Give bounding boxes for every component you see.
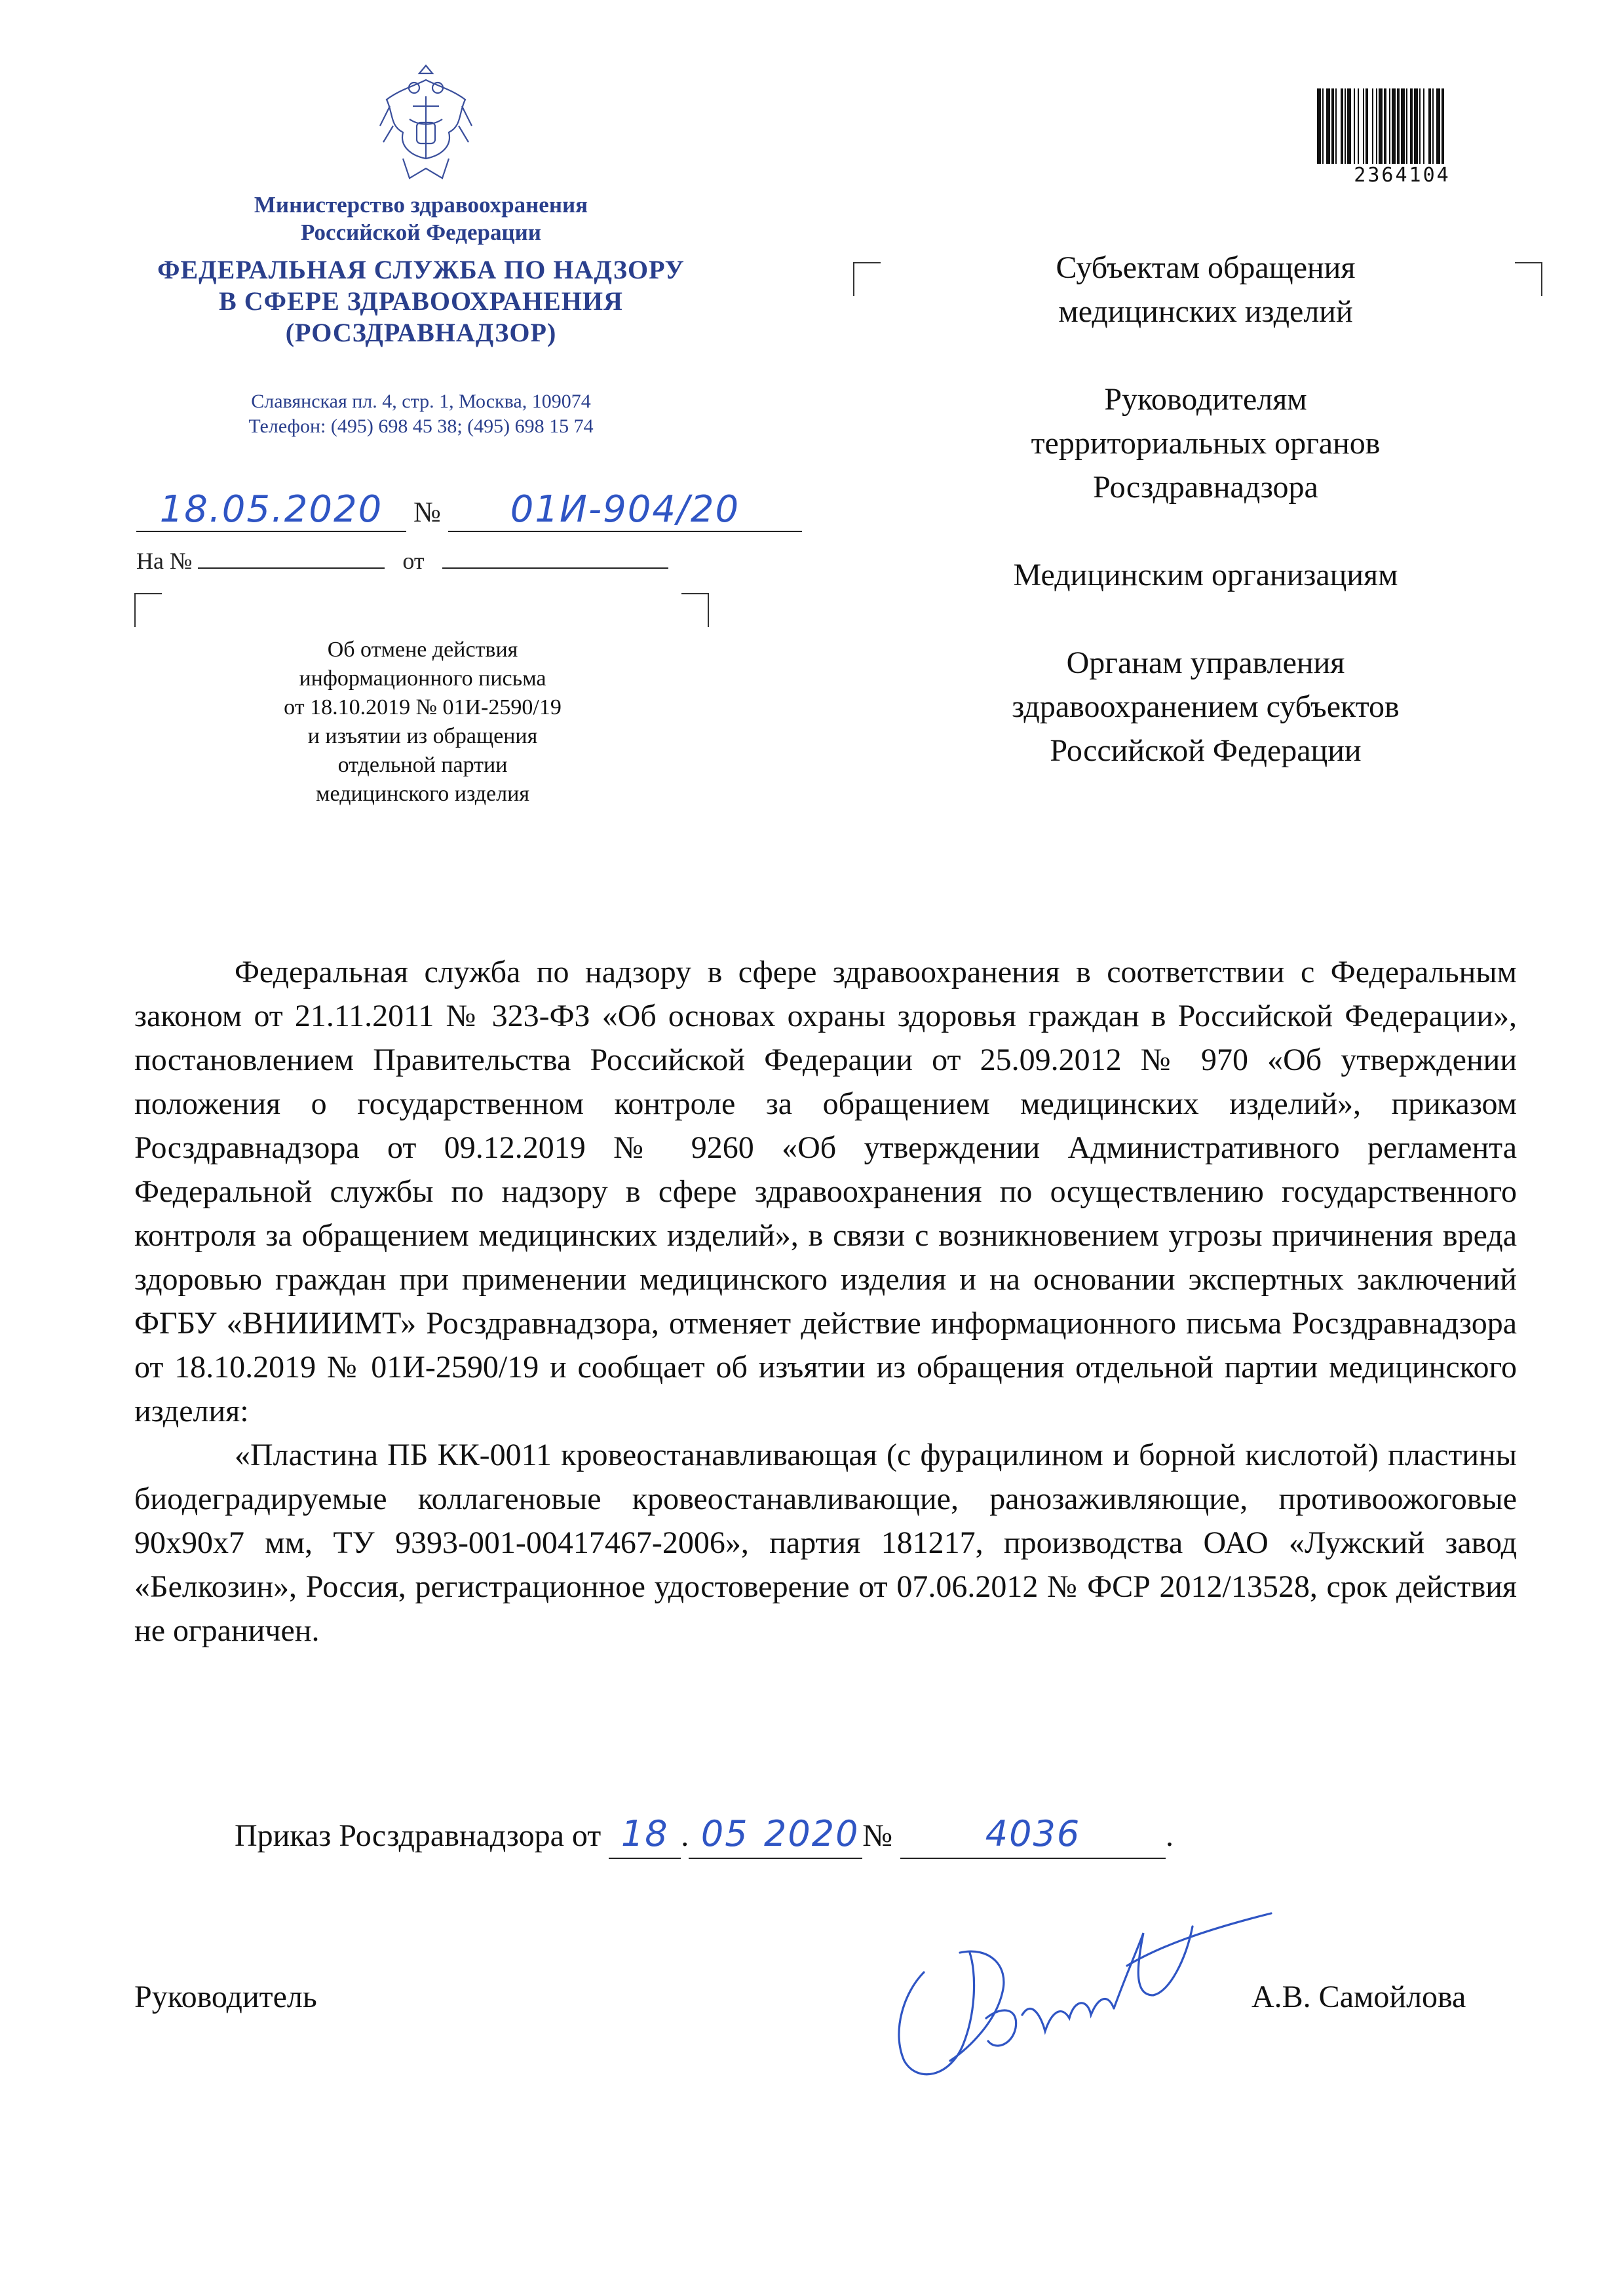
barcode-bar: [1442, 88, 1444, 164]
body-paragraph: Федеральная служба по надзору в сфере здравоохранения в соответствии с Федеральным законом от 21.11.2011 № 323-ФЗ «Об основах охраны здоровья граждан в Российской Федерации», постановлением Правительства Российской Федерации от 25.09.2012 № 970 «Об утверждении положения о государственном контроле за обращением медицинских изделий», приказом Росздравнадзора от 09.12.2019 № 9260 «Об утверждении Административного регламента Федеральной службы по надзору в сфере здравоохранения по осуществлению государственного контроля за обращением медицинских изделий», в связи с возникновением угрозы причинения вреда здоровью граждан при применении медицинского изделия и на основании экспертных заключений ФГБУ «ВНИИИМТ» Росздравнадзора, отменяет действие информационного письма Росздравнадзора от 18.10.2019 № 01И-2590/19 и сообщает об изъятии из обращения отдельной партии медицинского изделия:: [134, 955, 1517, 1428]
addressees-block: [891, 246, 1520, 816]
order-end: .: [1166, 1818, 1174, 1853]
address-block: [98, 389, 744, 439]
order-month: 05: [700, 1813, 749, 1854]
barcode-bar: [1322, 88, 1324, 164]
barcode-bar: [1436, 88, 1440, 164]
barcode-bar: [1432, 88, 1434, 164]
barcode-bar: [1335, 88, 1337, 164]
barcode-bar: [1410, 88, 1413, 164]
body-paragraph: «Пластина ПБ КК-0011 кровеостанавливающая (с фурацилином и борной кислотой) пластины биодеградируемые коллагеновые кровеостанавливающие, ранозаживляющие, противоожоговые 90х90х7 мм, ТУ 9393-001-00417467-2006», партия 181217, производства ОАО «Лужский завод «Белкозин», Россия, регистрационное удостоверение от 07.06.2012 № ФСР 2012/13528, срок действия не ограничен.: [134, 1438, 1517, 1648]
order-day: 18: [621, 1813, 669, 1854]
barcode-bar: [1397, 88, 1400, 164]
service-line-1: ФЕДЕРАЛЬНАЯ СЛУЖБА ПО НАДЗОРУ: [157, 255, 685, 284]
order-line: [235, 1812, 1174, 1859]
order-number: 4036: [985, 1813, 1081, 1854]
addressee-line: Органам управления: [1066, 645, 1345, 680]
addressee-line: Медицинским организациям: [1013, 558, 1398, 592]
subject-line: от 18.10.2019 № 01И-2590/19: [284, 695, 562, 719]
subject-line: информационного письма: [299, 666, 546, 691]
registration-date: 18.05.2020: [159, 488, 383, 531]
barcode-number: 2364104: [1354, 164, 1451, 187]
barcode-bar: [1347, 88, 1351, 164]
addressee-line: Руководителям: [1104, 382, 1307, 417]
barcode-bar: [1358, 88, 1359, 164]
barcode: [1317, 88, 1487, 164]
barcode-bar: [1419, 88, 1421, 164]
barcode-bar: [1317, 88, 1321, 164]
addressee-group: [891, 246, 1520, 334]
ref-label: На №: [136, 548, 193, 574]
barcode-bar: [1406, 88, 1407, 164]
service-line-2: В СФЕРЕ ЗДРАВООХРАНЕНИЯ: [219, 286, 623, 316]
corner-mark: [853, 262, 881, 296]
addressee-line: медицинских изделий: [1058, 294, 1353, 329]
order-number-sign: №: [862, 1818, 893, 1853]
signer-position: Руководитель: [134, 1980, 317, 2014]
barcode-bar: [1345, 88, 1346, 164]
ministry-name: [98, 191, 744, 246]
subject-block: [190, 636, 655, 809]
from-label: от: [402, 548, 425, 574]
ministry-line-1: Министерство здравоохранения: [254, 192, 588, 218]
subject-line: Об отмене действия: [327, 638, 518, 662]
address: Славянская пл. 4, стр. 1, Москва, 109074: [251, 391, 591, 412]
order-prefix: Приказ Росздравнадзора от: [235, 1818, 602, 1853]
reference-row: [136, 547, 668, 575]
phone: Телефон: (495) 698 45 38; (495) 698 15 74: [248, 415, 594, 437]
registration-number: 01И-904/20: [510, 488, 740, 531]
number-sign: №: [413, 496, 441, 528]
barcode-bar: [1414, 88, 1418, 164]
corner-mark: [681, 593, 709, 627]
barcode-bar: [1372, 88, 1373, 164]
barcode-bar: [1365, 88, 1368, 164]
barcode-bar: [1376, 88, 1377, 164]
barcode-bar: [1331, 88, 1334, 164]
signer-name: А.В. Самойлова: [1251, 1980, 1466, 2014]
order-dot: .: [681, 1818, 689, 1853]
order-year: 2020: [764, 1813, 860, 1854]
subject-line: отдельной партии: [337, 753, 508, 777]
addressee-line: Субъектам обращения: [1056, 250, 1356, 285]
subject-line: медицинского изделия: [316, 782, 529, 806]
addressee-line: здравоохранением субъектов: [1012, 689, 1400, 724]
addressee-line: территориальных органов: [1031, 426, 1381, 461]
barcode-bar: [1363, 88, 1364, 164]
barcode-bar: [1341, 88, 1343, 164]
barcode-bar: [1389, 88, 1390, 164]
barcode-bar: [1428, 88, 1431, 164]
coat-of-arms-emblem: [373, 60, 478, 191]
letter-body: [134, 950, 1517, 1653]
registration-line: [136, 488, 802, 532]
subject-line: и изъятии из обращения: [307, 724, 538, 748]
ministry-line-2: Российской Федерации: [301, 220, 541, 245]
barcode-bar: [1326, 88, 1330, 164]
addressee-group: [891, 377, 1520, 509]
service-name: [98, 254, 744, 349]
addressee-line: Российской Федерации: [1050, 733, 1362, 768]
barcode-bar: [1392, 88, 1396, 164]
addressee-group: [891, 553, 1520, 597]
barcode-bar: [1379, 88, 1383, 164]
barcode-bar: [1384, 88, 1386, 164]
corner-mark: [134, 593, 162, 627]
barcode-bar: [1401, 88, 1405, 164]
service-line-3: (РОСЗДРАВНАДЗОР): [285, 318, 557, 347]
barcode-bar: [1354, 88, 1355, 164]
addressee-group: [891, 641, 1520, 773]
addressee-line: Росздравнадзора: [1093, 470, 1318, 505]
barcode-bar: [1423, 88, 1424, 164]
